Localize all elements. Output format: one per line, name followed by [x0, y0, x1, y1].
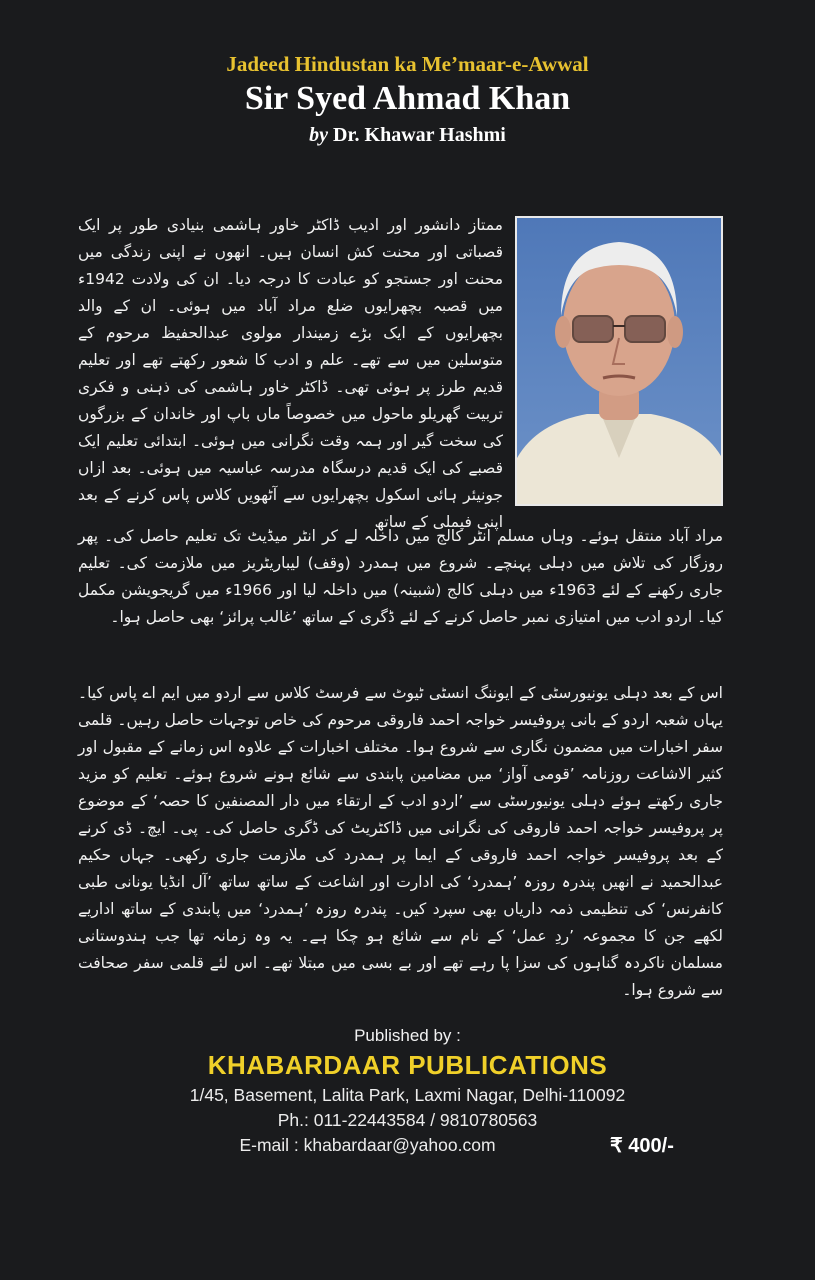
bio-paragraph-1-continued: مراد آباد منتقل ہوئے۔ وہاں مسلم انٹر کالج میں داخلہ لے کر انٹر میڈیٹ تک تعلیم حاصل کی۔ پھر روزگار کی تلاش میں دہلی پہنچے۔ شروع میں ہمدرد (وقف) لیباریٹریز میں ملازمت کی۔ تعلیم جاری رکھنے کے لئے 1963ء میں دہلی کالج (شبینہ) میں داخلہ لیا اور 1966ء میں گریجویشن مکمل کیا۔ اردو ادب میں امتیازی نمبر حاصل کرنے کے لئے ڈگری کے ساتھ ’غالب پرائز‘ بھی حاصل ہوا۔	[78, 527, 724, 626]
price-tag: ₹ 400/-	[610, 1135, 674, 1157]
book-subtitle: Jadeed Hindustan ka Me’maar-e-Awwal	[226, 52, 589, 76]
book-title: Sir Syed Ahmad Khan	[244, 80, 571, 117]
author-byline	[0, 124, 815, 147]
bio-paragraph-1: ممتاز دانشور اور ادیب ڈاکٹر خاور ہاشمی بنیادی طور پر ایک قصباتی اور محنت کش انسان ہیں۔ انھوں نے اپنی زندگی میں محنت اور جستجو کو عبادت کا درجہ دیا۔ ان کی ولادت 1942ء میں قصبہ بچھرایوں ضلع مراد آباد میں ہوئی۔ ان کے والد بچھرایوں کے ایک بڑے زمیندار مولوی عبدالحفیظ مرحوم کے متوسلین میں سے تھے۔ علم و ادب کا شعور رکھتے تھے اور تعلیم قدیم طرز پر ہوئی تھی۔ ڈاکٹر خاور ہاشمی کی ذہنی و فکری تربیت گھریلو ماحول میں خصوصاً ماں باپ اور خاندان کے بزرگوں کی سخت گیر اور ہمہ وقت نگرانی میں ہوئی۔ ابتدائی تعلیم ایک قصبے کی ایک قدیم درسگاہ مدرسہ عباسیہ میں ہوئی۔ بعد ازاں جونیئر ہائی اسکول بچھرایوں سے آٹھویں کلاس پاس کرنے کے بعد اپنی فیملی کے ساتھ	[78, 216, 503, 531]
byline-prefix: by	[309, 124, 329, 146]
published-by-label: Published by :	[354, 1026, 461, 1045]
publisher-phone: Ph.: 011-22443584 / 9810780563	[277, 1110, 538, 1130]
publisher-address: 1/45, Basement, Lalita Park, Laxmi Nagar, Delhi-110092	[189, 1085, 626, 1105]
author-photo	[515, 216, 723, 506]
author-name: Dr. Khawar Hashmi	[333, 124, 506, 146]
bio-paragraph-2: اس کے بعد دہلی یونیورسٹی کے ایوننگ انسٹی ٹیوٹ سے فرسٹ کلاس سے اردو میں ایم اے پاس کیا۔ یہاں شعبہ اردو کے بانی پروفیسر خواجہ احمد فاروقی مرحوم کی خاص توجہات حاصل رہیں۔ قلمی سفر اخبارات میں مضمون نگاری سے شروع ہوا۔ مختلف اخبارات کے علاوہ اس زمانے کے مقبول اور کثیر الاشاعت روزنامہ ’قومی آواز‘ میں مضامین پابندی سے شائع ہونے شروع ہوئے۔ تعلیم کو مزید جاری رکھتے ہوئے دہلی یونیورسٹی سے ’اردو ادب کے ارتقاء میں دار المصنفین کا حصہ‘ کے موضوع پر پروفیسر خواجہ احمد فاروقی کی نگرانی میں ڈاکٹریٹ کی ڈگری حاصل کی۔ پی۔ ایچ۔ ڈی کرنے کے بعد پروفیسر خواجہ احمد فاروقی کے ایما پر ہمدرد کی ملازمت جاری رکھی۔ جہاں حکیم عبدالحمید نے انھیں پندرہ روزہ ’ہمدرد‘ کی ادارت اور اشاعت کے ساتھ ساتھ ’آل انڈیا یونانی طبی کانفرنس‘ کی تنظیمی ذمہ داریاں بھی سپرد کیں۔ پندرہ روزہ ’ہمدرد‘ میں پابندی کے ساتھ اداریے لکھے جن کا مجموعہ ’ردِ عمل‘ کے نام سے شائع ہو چکا ہے۔ یہ وہ زمانہ تھا جب ہندوستانی مسلمان ناکردہ گناہوں کی سزا پا رہے تھے اور بے بسی میں مبتلا تھے۔ اس لئے قلمی سفر صحافت سے شروع ہوا۔	[78, 684, 723, 999]
author-portrait-illustration	[517, 218, 721, 504]
publisher-name: KHABARDAAR PUBLICATIONS	[207, 1050, 608, 1080]
publisher-email: E-mail : khabardaar@yahoo.com	[239, 1135, 496, 1155]
